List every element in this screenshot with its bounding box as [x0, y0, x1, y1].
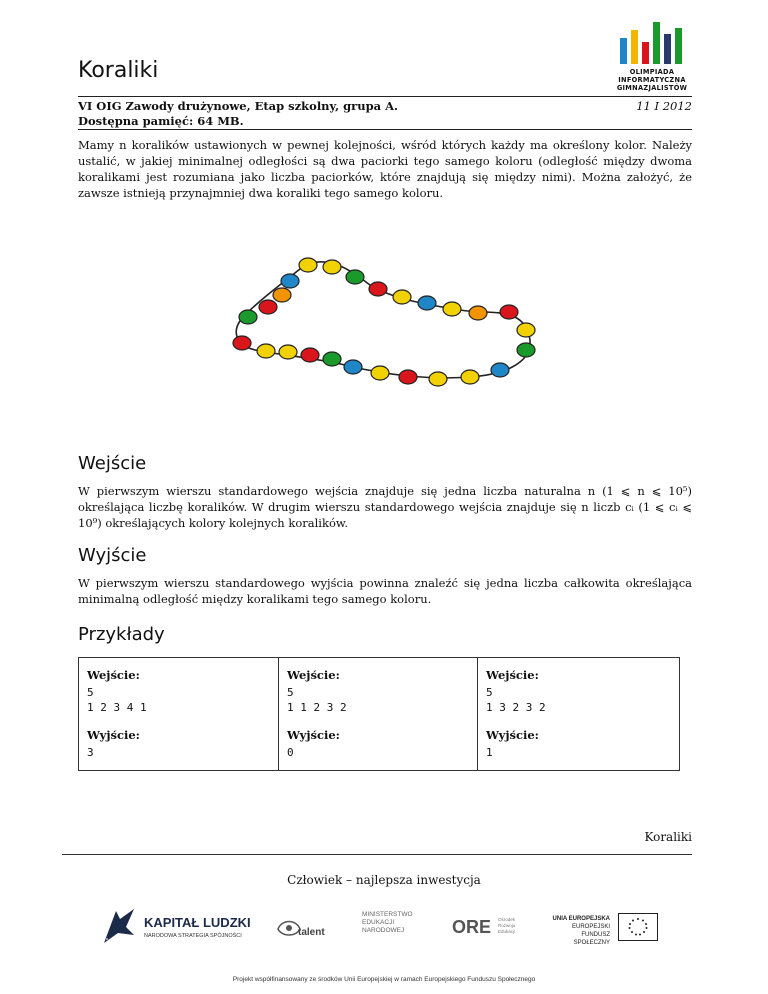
output-heading: Wyjście — [78, 545, 147, 566]
example-input-label: Wejście: — [486, 668, 539, 682]
example-input: 5 1 3 2 3 2 — [486, 686, 546, 714]
ministerstwo-line: MINISTERSTWO — [362, 911, 413, 918]
ue-label — [550, 915, 610, 947]
logo-bars-icon — [618, 22, 690, 64]
ore-sub — [498, 917, 515, 935]
examples-table — [78, 657, 680, 771]
memory-limit: Dostępna pamięć: 64 MB. — [78, 114, 244, 128]
ue-line: FUNDUSZ SPOŁECZNY — [573, 932, 610, 946]
ue-line: UNIA EUROPEJSKA — [552, 916, 610, 922]
example-output-label: Wyjście: — [486, 728, 539, 742]
page-title: Koraliki — [78, 58, 159, 83]
example-output: 0 — [287, 746, 294, 759]
example-column — [477, 658, 678, 770]
ue-line: EUROPEJSKI — [571, 924, 610, 930]
ore-sub-line: Rozwoju — [498, 923, 516, 928]
examples-heading: Przykłady — [78, 624, 165, 645]
example-column — [79, 658, 278, 770]
meta-rule — [78, 129, 692, 130]
output-description: W pierwszym wierszu standardowego wyjścia powinna znaleźć się jedna liczba całkowita określająca minimalną odległość między koralikami tego samego koloru. — [78, 576, 692, 606]
example-input-label: Wejście: — [87, 668, 140, 682]
talent-label: talent — [298, 927, 325, 938]
ministerstwo-line: NARODOWEJ — [362, 927, 405, 934]
example-output: 3 — [87, 746, 94, 759]
kapital-ludzki-icon — [100, 905, 138, 947]
example-input: 5 1 1 2 3 2 — [287, 686, 347, 714]
contest-name: VI OIG Zawody drużynowe, Etap szkolny, grupa A. — [78, 99, 399, 113]
example-input: 5 1 2 3 4 1 — [87, 686, 147, 714]
example-output-label: Wyjście: — [287, 728, 340, 742]
example-output: 1 — [486, 746, 493, 759]
input-description: W pierwszym wierszu standardowego wejścia znajduje się jedna liczba naturalna n (1 ⩽ n ⩽ 10⁵) określająca liczbę koralików. W drugim wierszu standardowego wejścia znajduje się n liczb cᵢ (1 ⩽ cᵢ ⩽ 10⁹) określających kolory kolejnych koralików. — [78, 484, 692, 530]
kapital-ludzki-sub: NARODOWA STRATEGIA SPÓJNOŚCI — [144, 933, 242, 939]
problem-statement: Mamy n koralików ustawionych w pewnej kolejności, wśród których każdy ma określony kolor. Należy ustalić, w jakiej minimalnej odległości są dwa paciorki tego samego koloru (odległość między dwoma koralikami jest rozumiana jako liczba paciorków, które znajdują się między nimi). Można założyć, że zawsze istnieją przynajmniej dwa koraliki tego samego koloru. — [78, 138, 692, 200]
footer-motto: Człowiek – najlepsza inwestycja — [287, 873, 481, 887]
example-column — [278, 658, 478, 770]
oig-logo — [608, 22, 696, 100]
ore-sub-line: Edukacji — [498, 929, 516, 934]
kapital-ludzki-label: KAPITAŁ LUDZKI — [144, 915, 251, 930]
header-rule — [78, 96, 692, 97]
footer-rule — [62, 854, 692, 855]
ore-label: ORE — [452, 917, 492, 937]
logo-line: INFORMATYCZNA — [618, 76, 686, 84]
beads-necklace-illustration — [220, 255, 550, 395]
sponsor-logos — [100, 905, 670, 955]
example-input-label: Wejście: — [287, 668, 340, 682]
contest-meta — [78, 99, 692, 129]
logo-line: OLIMPIADA — [629, 68, 675, 76]
input-heading: Wejście — [78, 453, 147, 474]
footer-page-name: Koraliki — [644, 830, 692, 844]
ministerstwo-line: EDUKACJI — [362, 919, 395, 926]
eu-flag-icon — [618, 913, 658, 941]
example-output-label: Wyjście: — [87, 728, 140, 742]
funding-note: Projekt współfinansowany ze środków Unii Europejskiej w ramach Europejskiego Funduszu Społecznego — [232, 976, 536, 983]
contest-date: 11 I 2012 — [636, 99, 692, 113]
ore-sub-line: Ośrodek — [498, 917, 516, 922]
logo-line: GIMNAZJALISTÓW — [616, 84, 688, 92]
ministerstwo-label — [362, 911, 413, 935]
